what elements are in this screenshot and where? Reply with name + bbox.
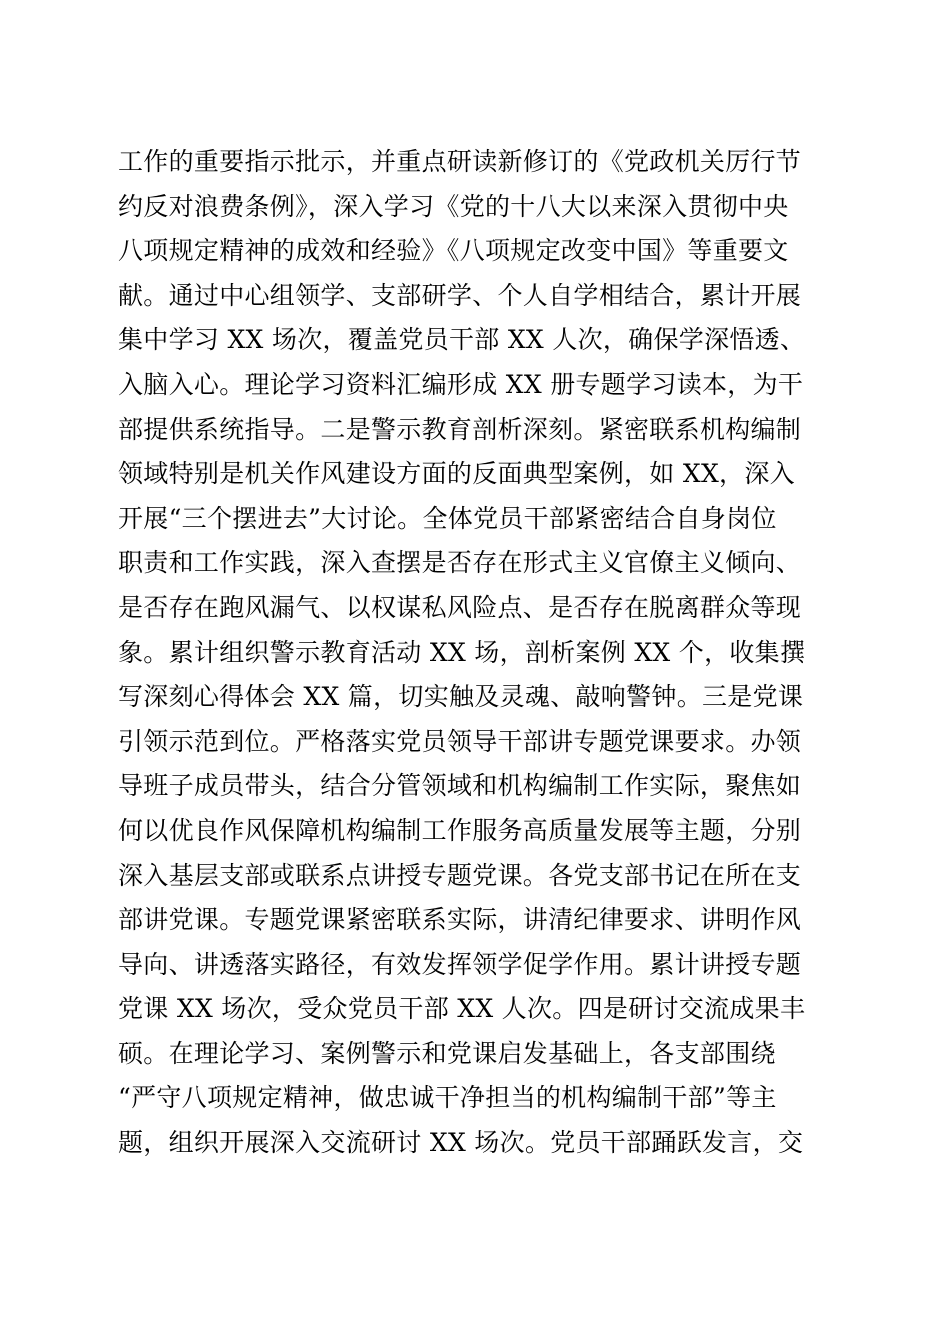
text-line: 题，组织开展深入交流研讨 XX 场次。党员干部踊跃发言，交 [118, 1128, 804, 1158]
text-line: 部提供系统指导。二是警示教育剖析深刻。紧密联系机构编制 [118, 414, 802, 444]
text-line: 党课 XX 场次，受众党员干部 XX 人次。四是研讨交流成果丰 [118, 994, 806, 1024]
text-line: 导向、讲透落实路径，有效发挥领学促学作用。累计讲授专题 [118, 949, 802, 979]
text-line: 职责和工作实践，深入查摆是否存在形式主义官僚主义倾向、 [118, 548, 802, 578]
text-line: 入脑入心。理论学习资料汇编形成 XX 册专题学习读本，为干 [118, 369, 804, 399]
text-line: 写深刻心得体会 XX 篇，切实触及灵魂、敲响警钟。三是党课 [118, 682, 804, 712]
text-line: 开展“三个摆进去”大讨论。全体党员干部紧密结合自身岗位 [118, 503, 777, 533]
body-text [118, 140, 838, 1166]
text-line: 象。累计组织警示教育活动 XX 场，剖析案例 XX 个，收集撰 [118, 637, 806, 667]
text-line: 是否存在跑风漏气、以权谋私风险点、是否存在脱离群众等现 [118, 592, 802, 622]
text-line: 深入基层支部或联系点讲授专题党课。各党支部书记在所在支 [118, 860, 802, 890]
text-line: 部讲党课。专题党课紧密联系实际，讲清纪律要求、讲明作风 [118, 905, 802, 935]
text-line: 硕。在理论学习、案例警示和党课启发基础上，各支部围绕 [118, 1038, 776, 1068]
text-line: 约反对浪费条例》，深入学习《党的十八大以来深入贯彻中央 [118, 191, 789, 221]
text-line: 何以优良作风保障机构编制工作服务高质量发展等主题，分别 [118, 815, 802, 845]
text-line: 工作的重要指示批示，并重点研读新修订的《党政机关厉行节 [118, 147, 802, 176]
text-line: 引领示范到位。严格落实党员领导干部讲专题党课要求。办领 [118, 726, 802, 756]
text-line: 领域特别是机关作风建设方面的反面典型案例，如 XX，深入 [118, 459, 795, 489]
text-line: 八项规定精神的成效和经验》《八项规定改变中国》等重要文 [118, 236, 789, 266]
text-line: “严守八项规定精神，做忠诚干净担当的机构编制干部”等主 [118, 1083, 777, 1113]
text-line: 导班子成员带头，结合分管领域和机构编制工作实际，聚焦如 [118, 771, 802, 801]
text-line: 献。通过中心组领学、支部研学、个人自学相结合，累计开展 [118, 280, 802, 310]
text-line: 集中学习 XX 场次，覆盖党员干部 XX 人次，确保学深悟透、 [118, 325, 806, 355]
